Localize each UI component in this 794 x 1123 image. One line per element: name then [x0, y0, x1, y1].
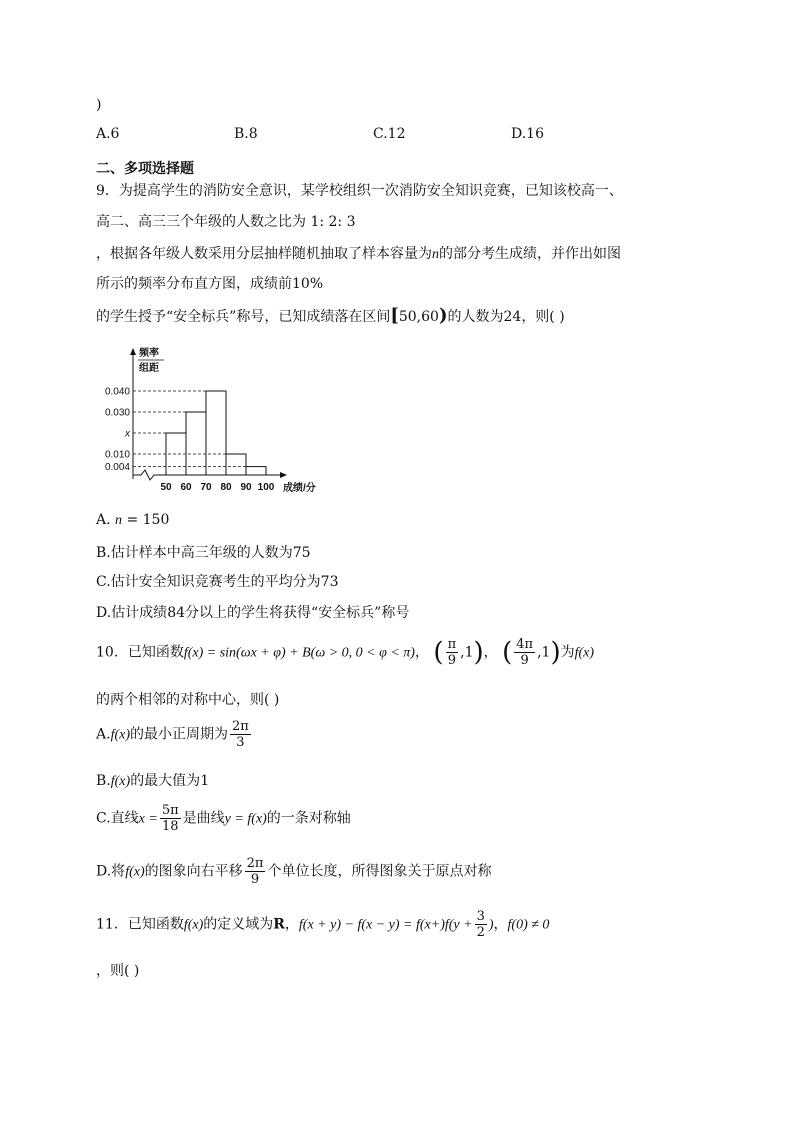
x-tick-label: 100 [257, 482, 275, 493]
q11-sep2: ， [493, 916, 508, 933]
y-tick-label: 0.004 [104, 462, 130, 474]
frequency-histogram [96, 340, 356, 500]
q10-option-d-prefix: D.将 [96, 863, 126, 880]
q11-eq-den: 2 [476, 925, 485, 940]
q11-real-set: R [273, 916, 285, 933]
q9-option-d [96, 602, 409, 622]
q11-eq-close: ) [488, 917, 494, 933]
y-axis-arrow [130, 348, 136, 355]
q9-line5 [96, 305, 565, 326]
q10-option-d-end: 个单位长度，所得图象关于原点对称 [267, 863, 492, 880]
q9-line5-text-a: 的学生授予“安全标兵”称号，已知成绩落在区间 [96, 309, 391, 325]
q9-option-d-num: 84 [167, 605, 186, 621]
q9-line3 [96, 243, 621, 263]
q10-wei: 为 [560, 644, 575, 661]
q10-option-a-num: 2π [232, 719, 249, 734]
q10-option-c [96, 804, 351, 833]
q9-option-a-rest: = 150 [122, 512, 170, 528]
q9-line3-text-a: ，根据各年级人数采用分层抽样随机抽取了样本容量为 [96, 246, 432, 262]
q9-percent: 10% [292, 276, 324, 292]
histogram-bar [186, 412, 206, 475]
q9-option-d-text-b: 分以上的学生将获得“安全标兵”称号 [185, 605, 410, 621]
q10-option-a-prefix: A. [96, 726, 111, 743]
q10-point1-num: π [447, 637, 457, 652]
q10-point2-den: 9 [520, 653, 529, 668]
q10-option-c-var: x = [138, 811, 158, 827]
y-tick-label: 0.040 [104, 386, 130, 398]
q10-option-c-end: 的一条对称轴 [266, 810, 351, 827]
q9-line3-text-b: 的部分考生成绩，并作出如图 [439, 246, 621, 262]
x-axis-arrow [280, 472, 287, 478]
x-tick-label: 80 [220, 482, 232, 493]
q10-point2-num: 4π [516, 637, 534, 652]
x-tick-label: 90 [240, 482, 252, 493]
q10-point1-frac [446, 638, 459, 667]
q10-point2-rest: ,1 [537, 644, 551, 661]
q10-number: 10．已知函数 [96, 644, 184, 661]
x-tick-label: 70 [200, 482, 212, 493]
q11-condition: f(0) ≠ 0 [507, 917, 550, 933]
q11-number: 11．已知函数 [96, 916, 184, 933]
q10-option-d-frac [245, 857, 266, 886]
q10-point2-close: ) [550, 637, 561, 668]
q11-domain-text: 的定义域为 [203, 916, 274, 933]
q9-option-a-prefix: A. [96, 512, 116, 528]
q9-option-b [96, 542, 311, 562]
q11-sep: ， [284, 916, 299, 933]
q10-option-c-eq: y = f(x) [224, 811, 267, 827]
q10-option-b [96, 770, 209, 790]
q9-var-n: n [432, 247, 439, 262]
y-tick-label: x [125, 428, 130, 440]
q8-option-c: C.12 [373, 126, 406, 142]
q9-interval: 50,60 [398, 309, 439, 325]
q9-line2 [96, 211, 356, 231]
q10-point1-open: ( [433, 637, 444, 668]
y-label-numerator: 频率 [139, 348, 159, 359]
q9-option-c-text: C.估计安全知识竞赛考生的平均分为 [96, 574, 321, 590]
q10-option-c-prefix: C.直线 [96, 810, 139, 827]
q9-ratio: 1: 2: 3 [310, 214, 356, 230]
q9-line5-text-b: 的人数为 [447, 309, 504, 325]
q10-option-d [96, 857, 491, 886]
q10-option-d-num: 2π [246, 856, 264, 871]
q10-option-a-den: 3 [236, 735, 245, 750]
q11-eq-left: f(x + y) − f(x − y) = f(x+)f(y + [298, 917, 473, 933]
q10-option-c-mid: 是曲线 [182, 810, 225, 827]
q10-point2-frac [514, 638, 535, 667]
q10-point1-rest: ,1 [460, 644, 474, 661]
histogram-bar [246, 467, 266, 475]
q10-option-d-den: 9 [250, 872, 260, 887]
q8-paren-close: ) [96, 97, 102, 113]
q10-option-c-frac [160, 804, 181, 833]
q10-option-d-fx: f(x) [125, 864, 145, 880]
q9-option-a-var: n [115, 513, 123, 528]
q10-point1-close: ) [473, 637, 484, 668]
q9-option-b-text: B.估计样本中高三年级的人数为 [96, 545, 293, 561]
q9-line4 [96, 273, 323, 293]
x-tick-label: 60 [180, 482, 192, 493]
q9-interval-close: ) [438, 305, 448, 326]
q10-sep2: ， [483, 644, 498, 661]
q10-option-a-text: 的最小正周期为 [130, 726, 228, 743]
q9-option-c-num: 73 [320, 574, 339, 590]
y-label-denominator: 组距 [139, 363, 159, 374]
q10-option-a [96, 720, 253, 749]
q9-line4-text: 所示的频率分布直方图，成绩前 [96, 276, 292, 292]
q8-option-b: B.8 [234, 126, 258, 142]
q10-fx: f(x) [574, 645, 595, 661]
q11-fx: f(x) [183, 917, 204, 933]
q9-option-c [96, 571, 339, 591]
q11-line2: ，则( ) [96, 963, 140, 979]
q11-eq-num: 3 [476, 909, 485, 924]
q10-point1-den: 9 [447, 653, 456, 668]
q8-option-d: D.16 [511, 126, 544, 142]
x-tick-label: 50 [160, 482, 172, 493]
q10-option-b-text: 的最大值为 [130, 773, 201, 789]
q10-line1 [96, 638, 594, 667]
q9-option-a [96, 512, 169, 529]
q10-point2-open: ( [502, 637, 513, 668]
q9-option-d-text-a: D.估计成绩 [96, 605, 168, 621]
q10-function: f(x) = sin(ωx + φ) + B(ω > 0, 0 < φ < π) [183, 645, 415, 661]
q10-sep1: ， [414, 644, 429, 661]
q10-line2: 的两个相邻的对称中心，则( ) [96, 692, 280, 708]
q10-option-b-prefix: B. [96, 773, 111, 789]
q10-option-b-fx: f(x) [110, 774, 131, 789]
q8-option-a: A.6 [96, 126, 120, 142]
q9-interval-open: [ [390, 305, 399, 326]
q10-option-a-frac [230, 720, 251, 749]
histogram-bar [226, 454, 246, 475]
x-axis-label: 成绩/分 [283, 483, 316, 494]
q11-line1 [96, 910, 549, 939]
q10-option-c-den: 18 [161, 819, 179, 834]
q10-option-c-num: 5π [161, 803, 179, 818]
q10-option-a-fx: f(x) [110, 727, 130, 743]
section-title: 二、多项选择题 [96, 161, 194, 177]
q9-line1: 9．为提高学生的消防安全意识，某学校组织一次消防安全知识竞赛，已知该校高一、 [96, 183, 623, 199]
q11-eq-frac [475, 910, 487, 939]
y-tick-label: 0.030 [104, 407, 130, 419]
q10-option-b-val: 1 [200, 773, 210, 789]
q9-line5-text-c: ，则( ) [521, 309, 565, 325]
q9-option-b-num: 75 [292, 545, 311, 561]
q9-line2-text: 高二、高三三个年级的人数之比为 [96, 214, 306, 230]
histogram-bar [206, 391, 226, 475]
y-tick-label: 0.010 [104, 449, 130, 461]
q10-option-d-text: 的图象向右平移 [144, 863, 243, 880]
q9-count: 24 [503, 309, 522, 325]
